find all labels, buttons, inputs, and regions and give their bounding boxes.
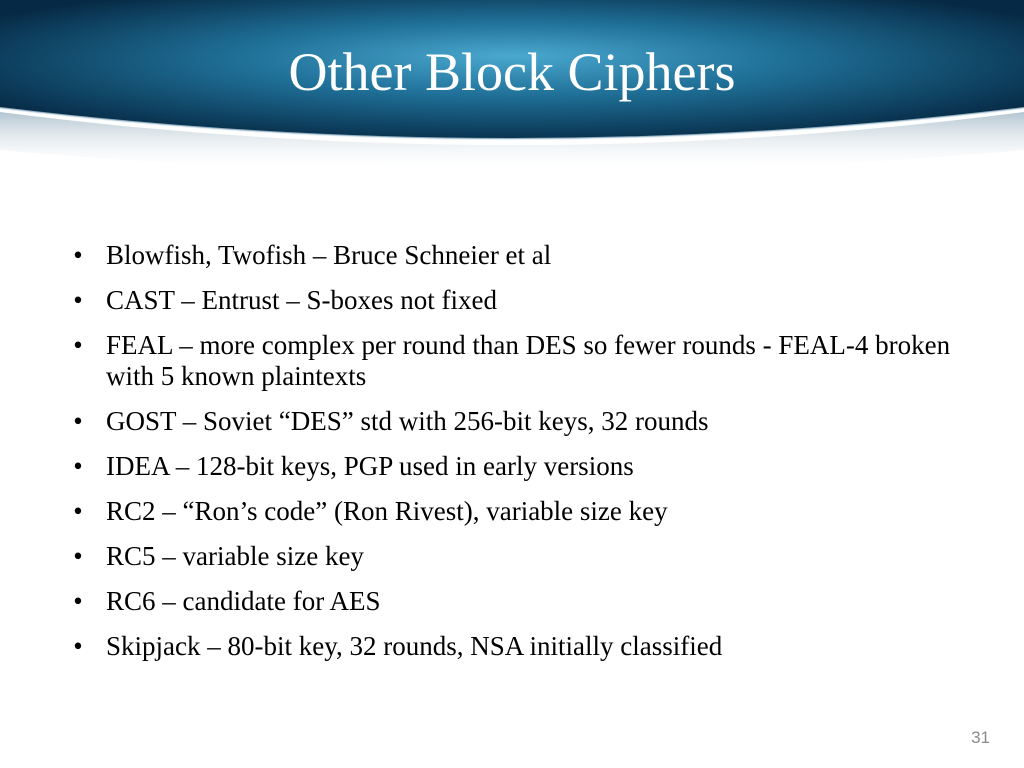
bullet-glyph: • bbox=[73, 285, 83, 315]
bullet-item bbox=[66, 631, 966, 662]
bullet-glyph: • bbox=[73, 496, 83, 526]
bullet-glyph: • bbox=[73, 406, 83, 436]
bullet-item bbox=[66, 586, 966, 617]
bullet-glyph: • bbox=[73, 586, 83, 616]
slide-number: 31 bbox=[971, 728, 990, 747]
bullet-item bbox=[66, 496, 966, 527]
bullet-glyph: • bbox=[73, 541, 83, 571]
bullet-text: FEAL – more complex per round than DES so fewer rounds - FEAL-4 broken with 5 known plaintexts bbox=[106, 330, 951, 391]
bullet-text: CAST – Entrust – S-boxes not fixed bbox=[106, 285, 497, 315]
bullet-text: RC6 – candidate for AES bbox=[106, 586, 381, 616]
bullet-item bbox=[66, 451, 966, 482]
bullet-item bbox=[66, 285, 966, 316]
bullet-text: Blowfish, Twofish – Bruce Schneier et al bbox=[106, 240, 552, 270]
bullet-item bbox=[66, 541, 966, 572]
bullet-text: GOST – Soviet “DES” std with 256-bit keys, 32 rounds bbox=[106, 406, 709, 436]
slide-title: Other Block Ciphers bbox=[288, 42, 736, 102]
bullet-item bbox=[66, 406, 966, 437]
bullet-text: RC2 – “Ron’s code” (Ron Rivest), variable size key bbox=[106, 496, 668, 526]
bullet-text: RC5 – variable size key bbox=[106, 541, 364, 571]
bullet-glyph: • bbox=[73, 240, 83, 270]
bullet-list bbox=[66, 240, 966, 676]
bullet-glyph: • bbox=[73, 631, 83, 661]
bullet-text: Skipjack – 80-bit key, 32 rounds, NSA initially classified bbox=[106, 631, 723, 661]
bullet-glyph: • bbox=[73, 451, 83, 481]
bullet-item bbox=[66, 330, 966, 392]
bullet-text: IDEA – 128-bit keys, PGP used in early versions bbox=[106, 451, 634, 481]
bullet-glyph: • bbox=[73, 330, 83, 360]
bullet-item bbox=[66, 240, 966, 271]
